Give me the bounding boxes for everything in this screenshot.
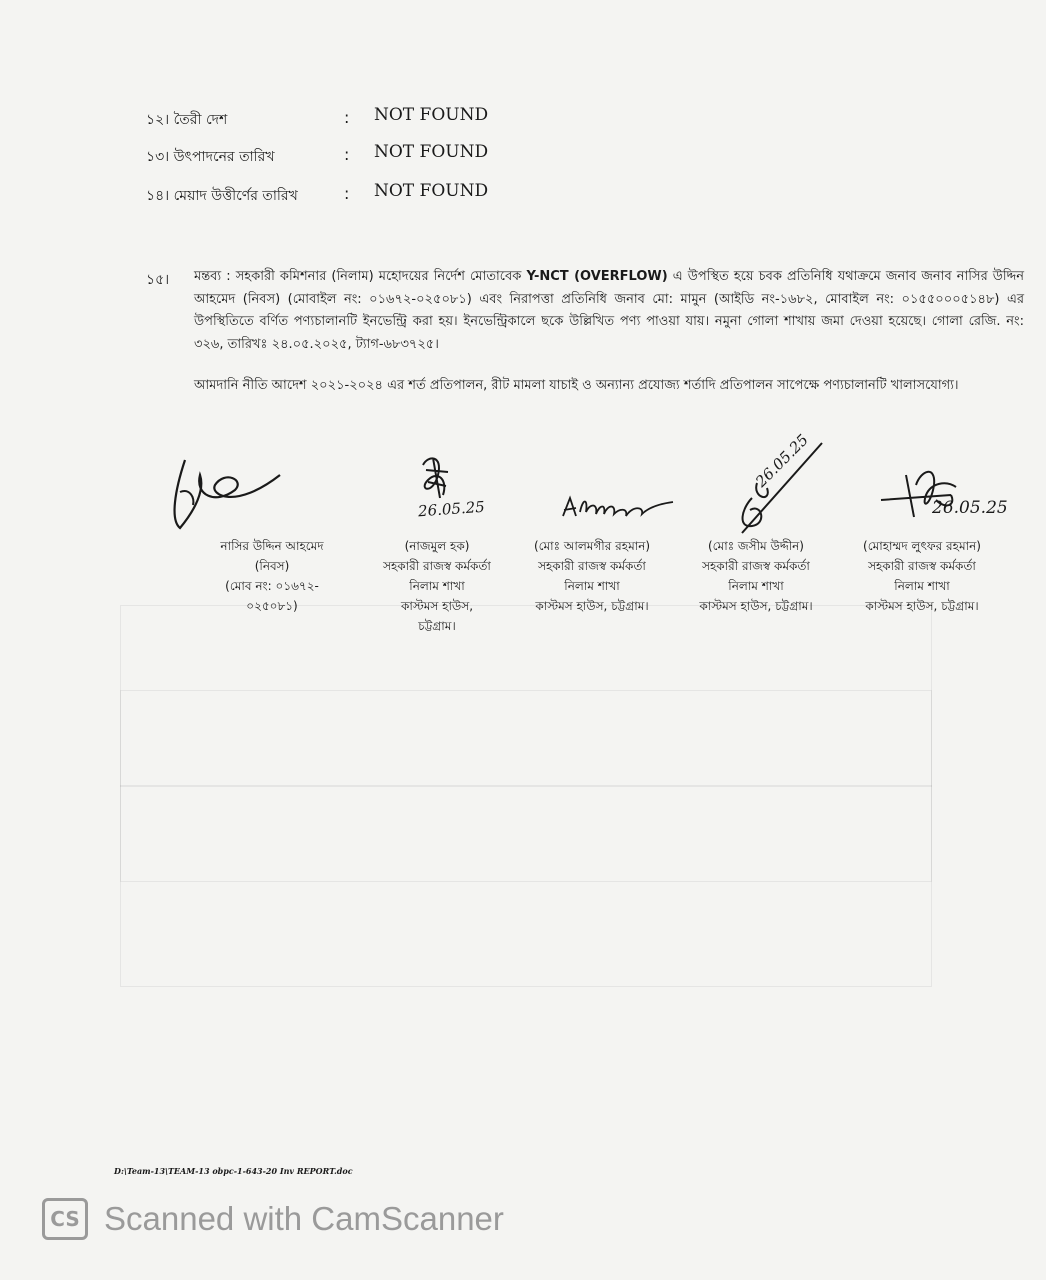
signature-date-lutfor: 26.05.25 xyxy=(932,498,1008,518)
remarks-paragraph xyxy=(194,266,1024,356)
signatory-office: কাস্টমস হাউস, চট্টগ্রাম। xyxy=(535,599,649,613)
signatory-nazmul xyxy=(362,536,512,636)
signatory-lutfor xyxy=(842,536,1002,616)
camscanner-logo-icon: CS xyxy=(42,1198,88,1240)
field-value: NOT FOUND xyxy=(374,105,489,125)
signatory-branch: নিলাম শাখা xyxy=(409,579,465,593)
signatory-jashim xyxy=(676,536,836,616)
signatory-office: কাস্টমস হাউস, xyxy=(400,599,474,613)
footer-file-path: D:\Team-13\TEAM-13 obpc-1-643-20 Inv REPORT.doc xyxy=(114,1166,353,1176)
remarks-text-start: মন্তব্য : সহকারী কমিশনার (নিলাম) মহোদয়ের নির্দেশ মোতাবেক xyxy=(194,269,522,284)
signature-nasir xyxy=(165,450,295,540)
field-value: NOT FOUND xyxy=(374,142,489,162)
signature-lutfor xyxy=(876,455,976,535)
field-label: ১২। তৈরী দেশ xyxy=(146,112,228,128)
signatory-office: কাস্টমস হাউস, চট্টগ্রাম। xyxy=(865,599,979,613)
signatory-office: কাস্টমস হাউস, চট্টগ্রাম। xyxy=(699,599,813,613)
field-colon: : xyxy=(344,145,350,164)
yard-name: Y-NCT (OVERFLOW) xyxy=(526,269,668,284)
signatory-branch: নিলাম শাখা xyxy=(728,579,784,593)
signatory-title: সহকারী রাজস্ব কর্মকর্তা xyxy=(702,559,810,573)
signatory-phone-cont: ০২৫০৮১) xyxy=(246,599,298,613)
signatory-role: (নিবস) xyxy=(254,559,290,573)
remarks-number: ১৫। xyxy=(146,272,170,288)
camscanner-watermark-text: Scanned with CamScanner xyxy=(104,1200,504,1237)
bleed-through-table-row xyxy=(120,690,932,787)
signatory-title: সহকারী রাজস্ব কর্মকর্তা xyxy=(538,559,646,573)
field-value: NOT FOUND xyxy=(374,181,489,201)
field-colon: : xyxy=(344,184,350,203)
signatory-name: (মোঃ আলমগীর রহমান) xyxy=(533,539,651,553)
signatory-nasir xyxy=(192,536,352,616)
signature-date-nazmul: 26.05.25 xyxy=(417,497,486,521)
signatory-name: নাসির উদ্দিন আহমেদ xyxy=(220,539,324,553)
signatory-alamgir xyxy=(512,536,672,616)
bleed-through-table-row xyxy=(120,785,932,882)
signatory-name: (মোঃ জসীম উদ্দীন) xyxy=(708,539,804,553)
signatory-branch: নিলাম শাখা xyxy=(564,579,620,593)
signatory-title: সহকারী রাজস্ব কর্মকর্তা xyxy=(868,559,976,573)
field-colon: : xyxy=(344,108,350,127)
signatory-phone: (মোব নং: ০১৬৭২- xyxy=(225,579,319,593)
signatory-city: চট্টগ্রাম। xyxy=(418,619,456,633)
signatory-branch: নিলাম শাখা xyxy=(894,579,950,593)
signatory-name: (নাজমুল হক) xyxy=(404,539,470,553)
signature-alamgir xyxy=(558,488,678,528)
field-label: ১৩। উৎপাদনের তারিখ xyxy=(146,149,275,165)
remarks-text-rest: এ উপস্থিত হয়ে চবক প্রতিনিধি যথাক্রমে জনাব জনাব নাসির উদ্দিন আহমেদ (নিবস) (মোবাইল নং: ০১৬৭২-০২৫০৮১) এবং নিরাপত্তা প্রতিনিধি জনাব মো: মামুন (আইডি নং-১৬৮২, মোবাইল নং: ০১৫৫০০০৫১৪৮) এর উপস্থিতিতে বর্ণিত পণ্যচালানটি ইনভেন্ট্রি করা হয়। ইনভেন্ট্রিকালে ছকে উল্লিখিত পণ্য পাওয়া যায়। নমুনা গোলা শাখায় জমা দেওয়া হয়েছে। গোলা রেজি. নং: ৩২৬, তারিখঃ ২৪.০৫.২০২৫, ট্যাগ-৬৮৩৭২৫। xyxy=(194,269,1025,352)
signatory-name: (মোহাম্মদ লুৎফর রহমান) xyxy=(863,539,981,553)
field-label: ১৪। মেয়াদ উত্তীর্ণের তারিখ xyxy=(146,188,298,204)
release-paragraph: আমদানি নীতি আদেশ ২০২১-২০২৪ এর শর্ত প্রতিপালন, রীট মামলা যাচাই ও অন্যান্য প্রযোজ্য শর্তাদি প্রতিপালন সাপেক্ষে পণ্যচালানটি খালাসযোগ্য। xyxy=(194,378,959,393)
signature-date-jashim: 26.05.25 xyxy=(752,430,812,491)
signatory-title: সহকারী রাজস্ব কর্মকর্তা xyxy=(383,559,491,573)
